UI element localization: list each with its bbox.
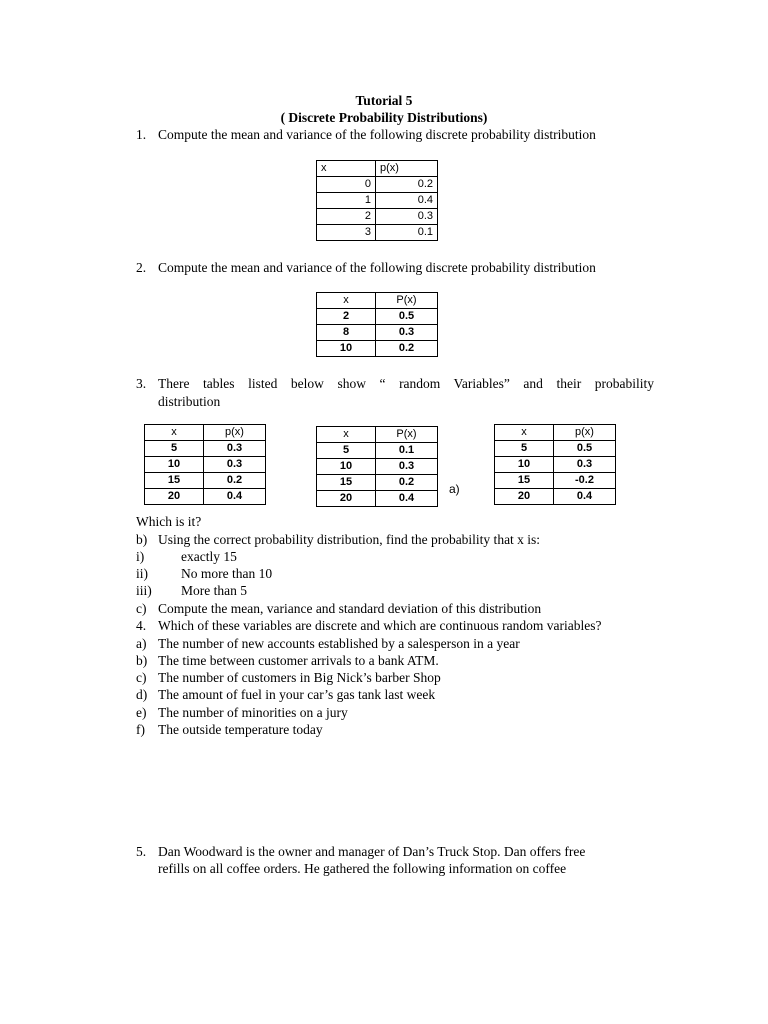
q3-sub-iii <box>136 582 247 599</box>
question-number: 2. <box>136 260 147 275</box>
table-header: x <box>317 427 376 443</box>
table-row <box>317 325 438 341</box>
table-row <box>495 457 616 473</box>
list-item <box>136 686 435 703</box>
part-text: Using the correct probability distribution, find the probability that x is: <box>158 532 541 547</box>
part-marker: c) <box>136 601 147 616</box>
list-item <box>136 669 441 686</box>
table-header: x <box>317 161 376 177</box>
table-row <box>495 489 616 505</box>
question-text: Dan Woodward is the owner and manager of Dan’s Truck Stop. Dan offers free <box>158 844 586 859</box>
table-row <box>145 489 266 505</box>
table-row <box>317 309 438 325</box>
table-cell: 15 <box>145 473 204 489</box>
question-3-text-cont: distribution <box>158 394 221 409</box>
table-cell: 0.3 <box>376 459 438 475</box>
table-row <box>495 473 616 489</box>
table-row <box>145 457 266 473</box>
table-row <box>317 443 438 459</box>
table-cell: 0.1 <box>376 443 438 459</box>
question-number: 5. <box>136 844 147 859</box>
item-marker: f) <box>136 722 145 737</box>
table-cell: 0.5 <box>554 441 616 457</box>
table-header: p(x) <box>554 425 616 441</box>
question-5 <box>136 843 585 860</box>
item-marker: b) <box>136 653 148 668</box>
list-item <box>136 652 439 669</box>
sub-marker: ii) <box>136 566 148 581</box>
page-title: Tutorial 5 <box>355 93 413 108</box>
table-cell: 0.4 <box>204 489 266 505</box>
table-cell: 0.2 <box>376 177 438 193</box>
table-row <box>317 193 438 209</box>
table-header: x <box>145 425 204 441</box>
table-header: x <box>495 425 554 441</box>
question-text: Compute the mean and variance of the following discrete probability distribution <box>158 260 596 275</box>
table-cell: 0.3 <box>204 457 266 473</box>
list-item <box>136 721 323 738</box>
q3-sub-ii <box>136 565 272 582</box>
part-marker: b) <box>136 532 148 547</box>
q3-sub-i <box>136 548 237 565</box>
table-row <box>317 225 438 241</box>
table-cell: 8 <box>317 325 376 341</box>
table-cell: 0.3 <box>376 209 438 225</box>
table-cell: 0.1 <box>376 225 438 241</box>
table-cell: 10 <box>317 341 376 357</box>
q1-table <box>316 160 438 241</box>
item-text: The time between customer arrivals to a bank ATM. <box>158 653 439 668</box>
table-cell: 10 <box>145 457 204 473</box>
table-cell: 0.2 <box>376 341 438 357</box>
table-row <box>145 473 266 489</box>
item-text: The outside temperature today <box>158 722 323 737</box>
table-cell: 5 <box>317 443 376 459</box>
table-cell: 15 <box>317 475 376 491</box>
table-row <box>317 341 438 357</box>
question-number: 4. <box>136 618 147 633</box>
table-row <box>317 177 438 193</box>
table-cell: 0.5 <box>376 309 438 325</box>
q3-table-a <box>144 424 266 505</box>
item-marker: e) <box>136 705 147 720</box>
table-row <box>317 459 438 475</box>
table-row <box>317 475 438 491</box>
table-cell: 15 <box>495 473 554 489</box>
table-cell: 3 <box>317 225 376 241</box>
table-row <box>495 441 616 457</box>
table-cell: 0.3 <box>204 441 266 457</box>
table-cell: 0.3 <box>554 457 616 473</box>
question-4 <box>136 617 601 634</box>
table-cell: 5 <box>145 441 204 457</box>
sub-text: More than 5 <box>181 583 247 598</box>
question-text: Which of these variables are discrete and which are continuous random variables? <box>158 618 602 633</box>
table-cell: 0.4 <box>554 489 616 505</box>
question-text: Compute the mean and variance of the following discrete probability distribution <box>158 127 596 142</box>
table-cell: 10 <box>317 459 376 475</box>
item-text: The number of new accounts established by a salesperson in a year <box>158 636 520 651</box>
sub-marker: iii) <box>136 583 152 598</box>
a-label: a) <box>449 482 460 496</box>
q2-table <box>316 292 438 357</box>
question-3-number <box>136 375 158 392</box>
sub-text: exactly 15 <box>181 549 237 564</box>
list-item <box>136 704 348 721</box>
q3-part-b <box>136 531 540 548</box>
table-header: P(x) <box>376 293 438 309</box>
table-cell: 1 <box>317 193 376 209</box>
list-item <box>136 635 520 652</box>
table-cell: 20 <box>145 489 204 505</box>
table-header: P(x) <box>376 427 438 443</box>
sub-marker: i) <box>136 549 145 564</box>
table-cell: 0.2 <box>376 475 438 491</box>
item-marker: d) <box>136 687 148 702</box>
table-header: p(x) <box>376 161 438 177</box>
table-cell: 0.2 <box>204 473 266 489</box>
item-text: The number of minorities on a jury <box>158 705 348 720</box>
question-1 <box>136 126 596 143</box>
table-row <box>317 491 438 507</box>
table-header: p(x) <box>204 425 266 441</box>
table-cell: 20 <box>317 491 376 507</box>
item-text: The number of customers in Big Nick’s barber Shop <box>158 670 441 685</box>
table-cell: 0.3 <box>376 325 438 341</box>
table-cell: 10 <box>495 457 554 473</box>
table-cell: 0.4 <box>376 491 438 507</box>
table-cell: 0.4 <box>376 193 438 209</box>
question-2 <box>136 259 596 276</box>
table-header: x <box>317 293 376 309</box>
part-text: Compute the mean, variance and standard deviation of this distribution <box>158 601 542 616</box>
question-3-text: There tables listed below show “ random Variables” and their probability <box>158 376 654 391</box>
table-cell: 0 <box>317 177 376 193</box>
item-marker: a) <box>136 636 147 651</box>
q3-part-c <box>136 600 541 617</box>
table-cell: 20 <box>495 489 554 505</box>
table-cell: 2 <box>317 209 376 225</box>
q3-table-b <box>316 426 438 507</box>
table-cell: -0.2 <box>554 473 616 489</box>
sub-text: No more than 10 <box>181 566 273 581</box>
page-subtitle: ( Discrete Probability Distributions) <box>280 110 488 125</box>
table-row <box>317 209 438 225</box>
which-is-it: Which is it? <box>136 514 202 529</box>
item-text: The amount of fuel in your car’s gas tank last week <box>158 687 436 702</box>
table-cell: 5 <box>495 441 554 457</box>
q3-table-c <box>494 424 616 505</box>
question-number: 3. <box>136 376 147 391</box>
table-row <box>145 441 266 457</box>
item-marker: c) <box>136 670 147 685</box>
table-cell: 2 <box>317 309 376 325</box>
question-number: 1. <box>136 127 147 142</box>
question-5-text-cont: refills on all coffee orders. He gathered the following information on coffee <box>158 861 567 876</box>
